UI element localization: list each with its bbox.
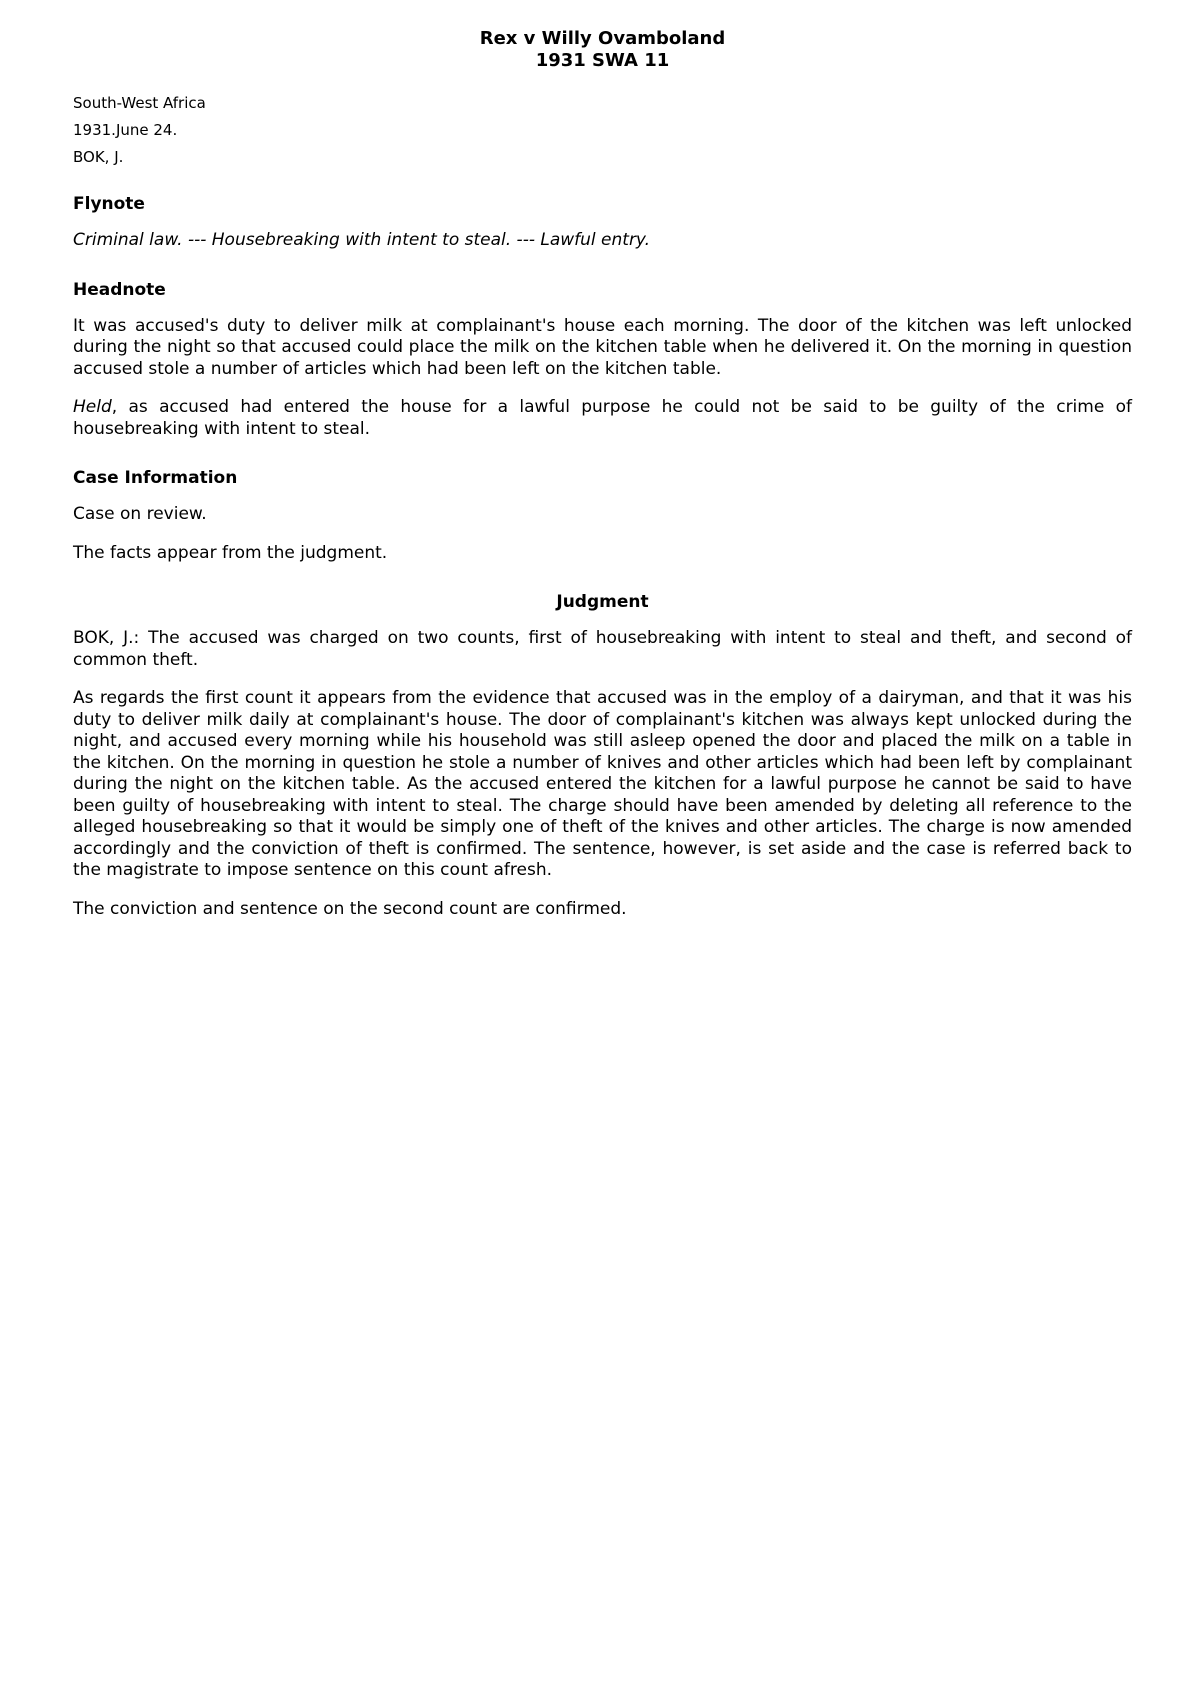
flynote-text (73, 230, 1132, 252)
case-information-section (73, 468, 1132, 564)
case-information-heading: Case Information (73, 468, 238, 488)
headnote-heading: Headnote (73, 279, 166, 300)
judgment-heading: Judgment (556, 592, 649, 612)
headnote-held-paragraph (73, 397, 1132, 440)
case-information-paragraph: Case on review. (73, 504, 207, 524)
held-label: Held (73, 397, 112, 417)
court-name: South-West Africa (73, 94, 206, 112)
judgment-paragraph: BOK, J.: The accused was charged on two counts, first of housebreaking with intent to steal and theft, and second of common theft. (73, 628, 1132, 670)
flynote-heading: Flynote (73, 194, 145, 214)
judgment-paragraph: As regards the first count it appears from the evidence that accused was in the employ of a dairyman, and that it was his duty to deliver milk daily at complainant's house. The door of complainant's kitchen was always kept unlocked during the night, and accused every morning while his household was still asleep opened the door and placed the milk on a table in the kitchen. On the morning in question he stole a number of knives and other articles which had been left by complainant during the night on the kitchen table. As the accused entered the kitchen for a lawful purpose he cannot be said to have been guilty of housebreaking with intent to steal. The charge should have been amended by deleting all reference to the alleged housebreaking so that it would be simply one of theft of the knives and other articles. The charge is now amended accordingly and the conviction of theft is confirmed. The sentence, however, is set aside and the case is referred back to the magistrate to impose sentence on this count afresh. (73, 688, 1132, 880)
case-name: Rex v Willy Ovamboland (479, 28, 726, 49)
flynote-italic-text: Criminal law. --- Housebreaking with intent to steal. --- Lawful entry. (73, 230, 651, 250)
judgment-date: 1931.June 24. (73, 121, 178, 139)
headnote-section (73, 280, 1132, 441)
document-page (73, 28, 1132, 937)
judgment-section (73, 592, 1132, 920)
document-title (73, 28, 1132, 72)
case-citation: 1931 SWA 11 (535, 50, 670, 71)
flynote-section (73, 194, 1132, 252)
held-text: , as accused had entered the house for a lawful purpose he could not be said to be guilty of the crime of housebreaking with intent to steal. (73, 397, 1132, 439)
judgment-paragraph: The conviction and sentence on the second count are confirmed. (73, 898, 627, 919)
headnote-paragraph: It was accused's duty to deliver milk at complainant's house each morning. The door of the kitchen was left unlocked during the night so that accused could place the milk on the kitchen table when he delivered it. On the morning in question accused stole a number of articles which had been left on the kitchen table. (73, 315, 1132, 379)
judge-name: BOK, J. (73, 148, 124, 166)
case-meta (73, 94, 1132, 166)
case-information-paragraph: The facts appear from the judgment. (73, 542, 388, 563)
